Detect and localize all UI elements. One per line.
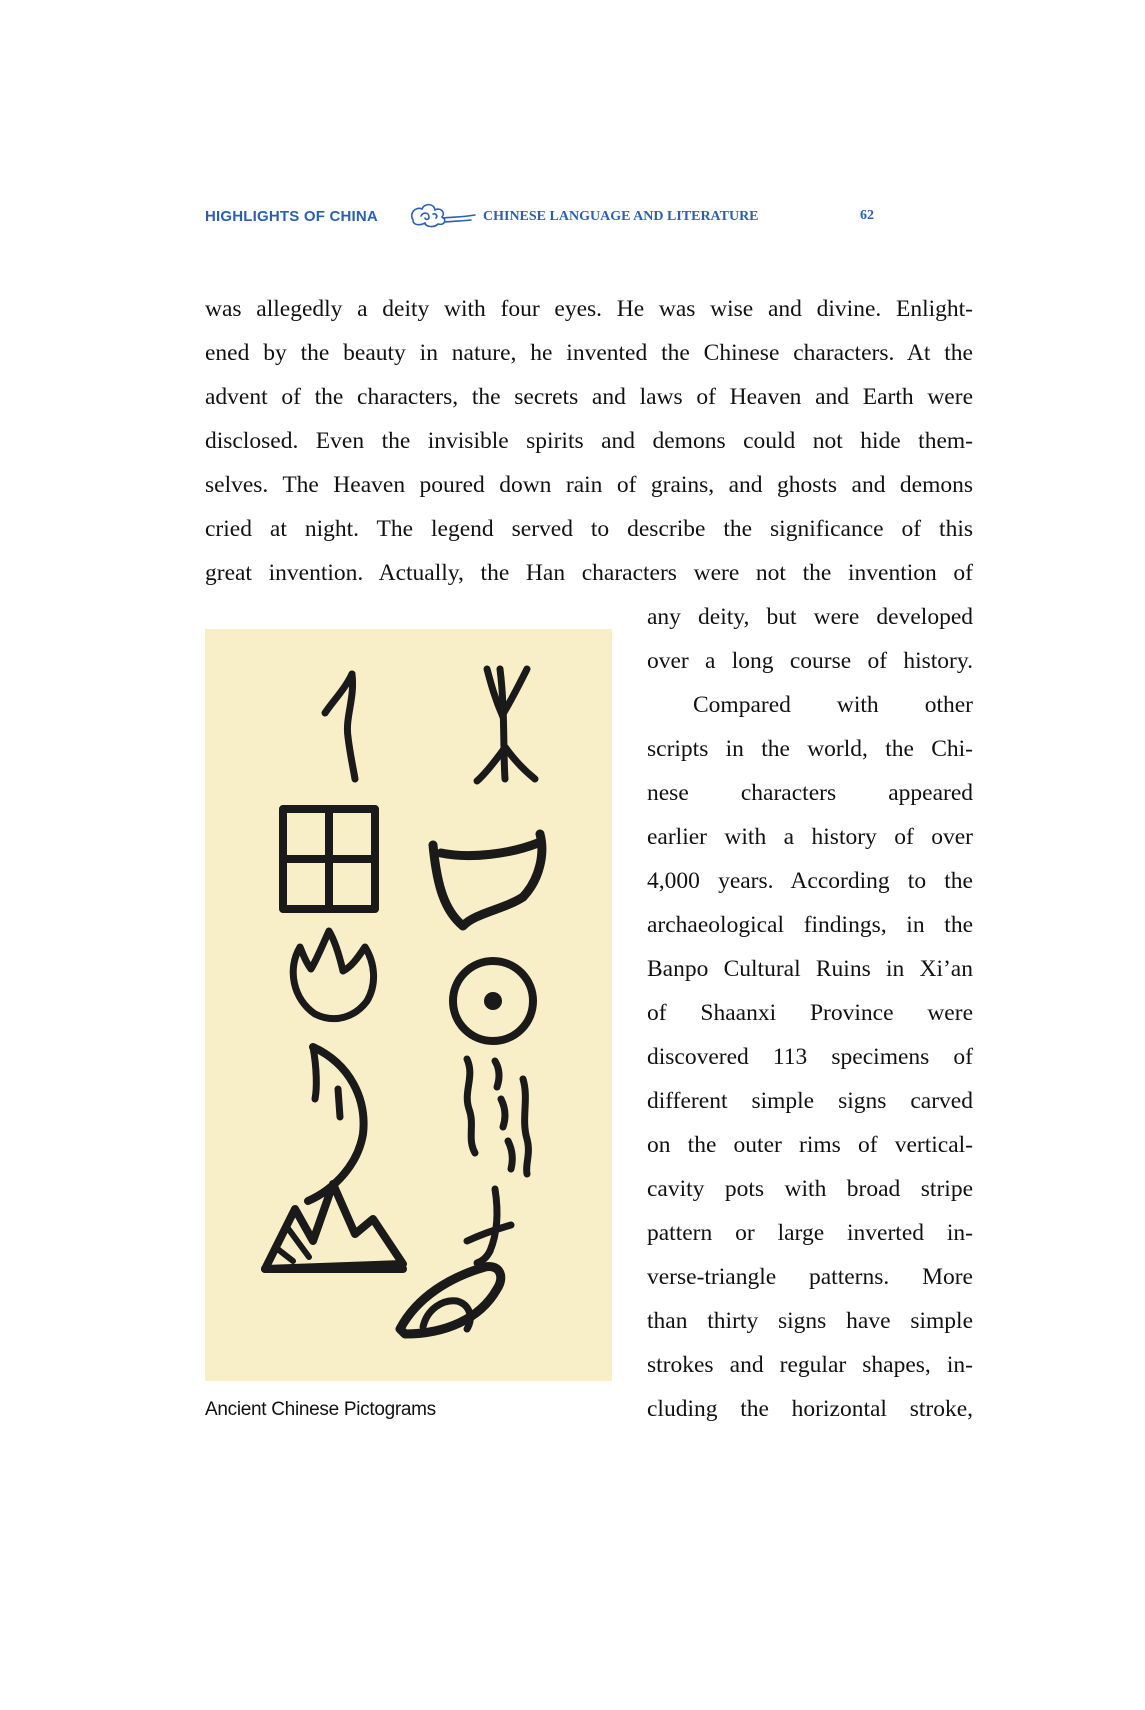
column-text-line: over a long course of history. [647, 648, 973, 674]
column-text-line: any deity, but were developed [647, 604, 973, 630]
pictogram-illustration [205, 629, 612, 1381]
column-text-line: on the outer rims of vertical- [647, 1132, 973, 1158]
column-text-line: Banpo Cultural Ruins in Xi’an [647, 956, 973, 982]
column-text-line: archaeological findings, in the [647, 912, 973, 938]
column-text-line: 4,000 years. According to the [647, 868, 973, 894]
mouth-pictogram-icon [433, 834, 542, 926]
body-text-line: selves. The Heaven poured down rain of grains, and ghosts and demons [205, 472, 973, 498]
running-header [205, 204, 905, 230]
eye-pictogram-icon [400, 1267, 501, 1334]
moon-pictogram-icon [308, 1047, 364, 1201]
body-text-line: disclosed. Even the invisible spirits and demons could not hide them- [205, 428, 973, 454]
column-text-line: verse-triangle patterns. More [647, 1264, 973, 1290]
column-text-line: cluding the horizontal stroke, [647, 1396, 973, 1422]
fire-pictogram-icon [293, 931, 373, 1019]
body-text-line: was allegedly a deity with four eyes. He was wise and divine. Enlight- [205, 296, 973, 322]
column-text-line: scripts in the world, the Chi- [647, 736, 973, 762]
chapter-title: CHINESE LANGUAGE AND LITERATURE [483, 209, 759, 224]
column-text-line: discovered 113 specimens of [647, 1044, 973, 1070]
body-text-line: advent of the characters, the secrets and laws of Heaven and Earth were [205, 384, 973, 410]
person-pictogram-icon [325, 674, 355, 779]
figure-caption: Ancient Chinese Pictograms [205, 1399, 436, 1420]
page-number: 62 [860, 208, 874, 223]
body-text-line: great invention. Actually, the Han characters were not the invention of [205, 560, 973, 586]
column-text-line: pattern or large inverted in- [647, 1220, 973, 1246]
column-text-line: strokes and regular shapes, in- [647, 1352, 973, 1378]
mountain-pictogram-icon [265, 1184, 403, 1269]
column-text-line: than thirty signs have simple [647, 1308, 973, 1334]
cloud-ornament-icon [407, 200, 477, 230]
column-text-line: nese characters appeared [647, 780, 973, 806]
field-pictogram-icon [283, 809, 375, 909]
tree-pictogram-icon [477, 669, 535, 781]
series-title: HIGHLIGHTS OF CHINA [205, 208, 378, 225]
column-text-line: different simple signs carved [647, 1088, 973, 1114]
column-text-line: Compared with other [693, 692, 973, 718]
sun-pictogram-icon [453, 961, 533, 1041]
child-pictogram-icon [467, 1189, 511, 1263]
column-text-line: of Shaanxi Province were [647, 1000, 973, 1026]
column-text-line: cavity pots with broad stripe [647, 1176, 973, 1202]
water-pictogram-icon [467, 1059, 528, 1174]
body-text-line: ened by the beauty in nature, he invented the Chinese characters. At the [205, 340, 973, 366]
pictogram-figure [205, 629, 612, 1381]
column-text-line: earlier with a history of over [647, 824, 973, 850]
body-text-line: cried at night. The legend served to describe the significance of this [205, 516, 973, 542]
